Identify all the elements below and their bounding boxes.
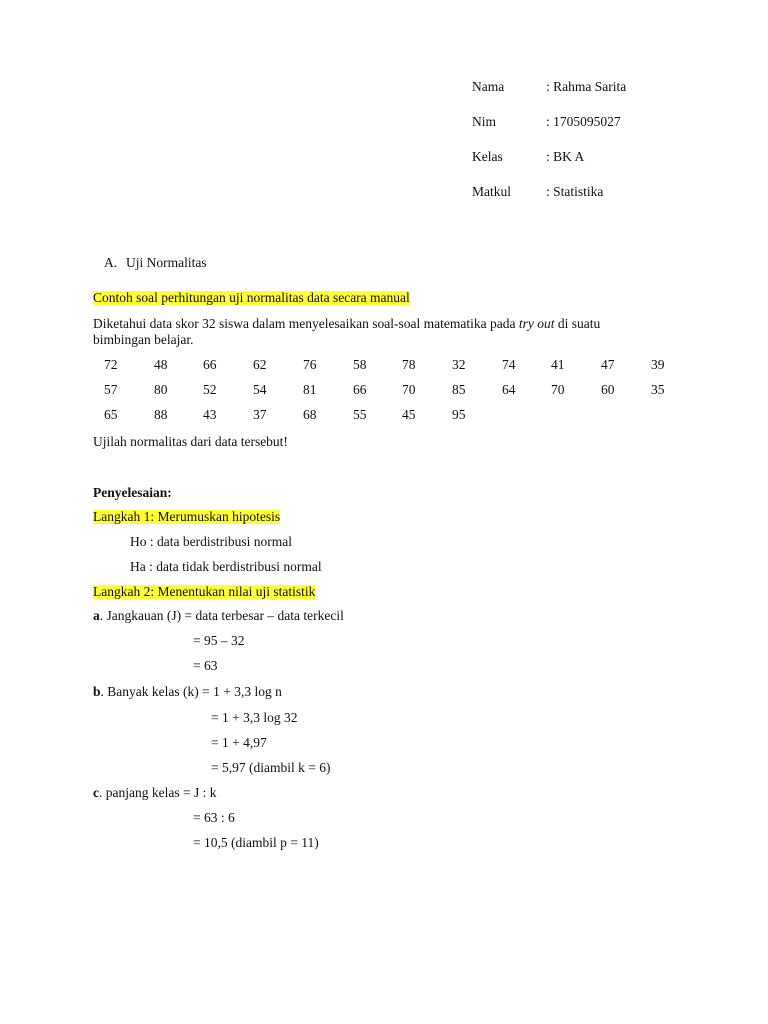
class-count-formula	[93, 685, 282, 699]
nim-label: Nim	[472, 114, 497, 129]
table-cell: 64	[502, 382, 516, 397]
table-cell: 62	[253, 357, 267, 372]
table-cell: 32	[452, 357, 466, 372]
class-length-formula	[93, 786, 216, 800]
class-count-text: . Banyak kelas (k) = 1 + 3,3 log n	[100, 684, 282, 699]
table-cell: 45	[402, 407, 416, 422]
range-label: a	[93, 608, 100, 623]
problem-intro	[93, 317, 600, 331]
table-cell: 54	[253, 382, 267, 397]
table-cell: 70	[551, 382, 565, 397]
table-cell: 74	[502, 357, 516, 372]
section-number: A.	[104, 255, 118, 270]
range-step-2: = 63	[193, 658, 218, 673]
kelas-label: Kelas	[472, 149, 503, 164]
table-cell: 48	[154, 357, 168, 372]
nim-value: : 1705095027	[546, 114, 621, 129]
kelas-value: : BK A	[546, 149, 585, 164]
table-cell: 88	[154, 407, 168, 422]
intro-text-2: di suatu	[554, 316, 601, 331]
range-step-1: = 95 – 32	[193, 633, 245, 648]
class-length-step-1: = 63 : 6	[193, 810, 235, 825]
hypothesis-ho: Ho : data berdistribusi normal	[130, 534, 292, 549]
table-cell: 60	[601, 382, 615, 397]
step1-heading: Langkah 1: Merumuskan hipotesis	[93, 509, 281, 524]
class-count-label: b	[93, 684, 101, 699]
table-cell: 55	[353, 407, 367, 422]
table-cell: 47	[601, 357, 615, 372]
class-length-label: c	[93, 785, 99, 800]
table-cell: 65	[104, 407, 118, 422]
table-cell: 68	[303, 407, 317, 422]
table-cell: 66	[353, 382, 367, 397]
table-cell: 78	[402, 357, 416, 372]
range-formula	[93, 609, 344, 623]
table-cell: 70	[402, 382, 416, 397]
section-title: Uji Normalitas	[126, 255, 207, 270]
matkul-value: : Statistika	[546, 184, 604, 199]
table-cell: 35	[651, 382, 665, 397]
class-count-step-1: = 1 + 3,3 log 32	[211, 710, 298, 725]
table-cell: 41	[551, 357, 565, 372]
table-cell: 43	[203, 407, 217, 422]
name-label: Nama	[472, 79, 505, 94]
problem-intro-line2: bimbingan belajar.	[93, 332, 194, 347]
table-cell: 57	[104, 382, 118, 397]
name-value: : Rahma Sarita	[546, 79, 627, 94]
table-cell: 95	[452, 407, 466, 422]
problem-heading: Contoh soal perhitungan uji normalitas data secara manual	[93, 290, 410, 305]
table-cell: 81	[303, 382, 317, 397]
table-cell: 80	[154, 382, 168, 397]
table-cell: 58	[353, 357, 367, 372]
class-length-text: . panjang kelas = J : k	[99, 785, 217, 800]
intro-text-1: Diketahui data skor 32 siswa dalam menyelesaikan soal-soal matematika pada	[93, 316, 519, 331]
table-cell: 72	[104, 357, 118, 372]
hypothesis-ha: Ha : data tidak berdistribusi normal	[130, 559, 322, 574]
matkul-label: Matkul	[472, 184, 511, 199]
table-cell: 37	[253, 407, 267, 422]
table-cell: 66	[203, 357, 217, 372]
class-length-step-2: = 10,5 (diambil p = 11)	[193, 835, 319, 850]
problem-question: Ujilah normalitas dari data tersebut!	[93, 434, 288, 449]
step2-heading: Langkah 2: Menentukan nilai uji statistik	[93, 584, 316, 599]
intro-italic: try out	[518, 316, 555, 331]
table-cell: 85	[452, 382, 466, 397]
solution-title: Penyelesaian:	[93, 485, 172, 500]
range-text: . Jangkauan (J) = data terbesar – data terkecil	[99, 608, 344, 623]
table-cell: 39	[651, 357, 665, 372]
table-cell: 52	[203, 382, 217, 397]
class-count-step-2: = 1 + 4,97	[211, 735, 267, 750]
class-count-step-3: = 5,97 (diambil k = 6)	[211, 760, 331, 775]
table-cell: 76	[303, 357, 317, 372]
